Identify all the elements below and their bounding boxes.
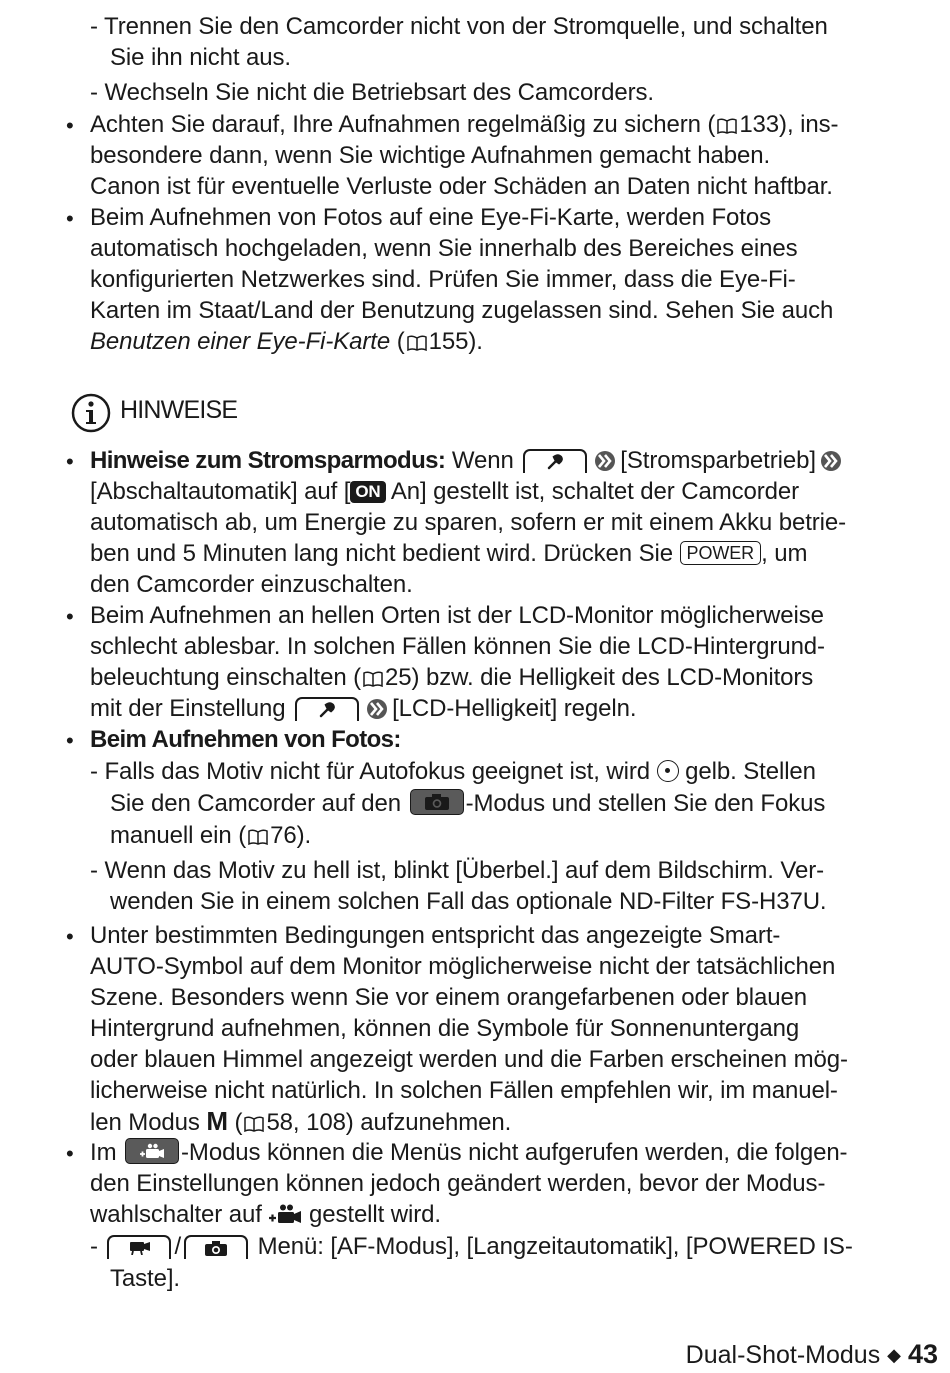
book-icon (363, 671, 383, 687)
setup-menu-tab (295, 697, 359, 721)
text-line (110, 820, 311, 851)
text-span: An] gestellt ist, schaltet der Camcorder (385, 478, 800, 505)
text-span: wahlschalter auf (90, 1201, 269, 1228)
text-span: len Modus (90, 1109, 207, 1136)
text-line: wenden Sie in einem solchen Fall das optionale ND-Filter FS-H37U. (110, 888, 827, 915)
text-span: gestellt wird. (302, 1201, 441, 1228)
menu-arrow-icon (364, 698, 390, 720)
movie-camera-icon (126, 1240, 152, 1255)
text-line (90, 662, 813, 693)
text-span: - (90, 1233, 105, 1260)
text-line (90, 476, 799, 507)
text-span: [Abschaltautomatik] auf [ (90, 478, 351, 505)
text-span: ( (390, 328, 405, 355)
book-icon (717, 118, 737, 134)
text-line: Canon ist für eventuelle Verluste oder Schäden an Daten nicht haftbar. (90, 173, 833, 200)
text-span: - Falls das Motiv nicht für Autofokus geeignet ist, wird (90, 758, 657, 785)
text-span: 155). (428, 328, 483, 355)
setup-menu-tab (523, 449, 587, 473)
smart-auto-camcorder-icon (268, 1202, 302, 1226)
power-key: POWER (680, 541, 762, 565)
notes-heading (70, 393, 238, 433)
text-line: Unter bestimmten Bedingungen entspricht das angezeigte Smart- (90, 922, 781, 949)
text-span: 25) bzw. die Helligkeit des LCD-Monitors (385, 664, 814, 691)
text-span: mit der Einstellung (90, 695, 293, 722)
text-span: 76). (270, 822, 312, 849)
separator-icon: ◆ (887, 1345, 901, 1365)
text-line: - Wenn das Motiv zu hell ist, blinkt [Überbel.] auf dem Bildschirm. Ver- (90, 857, 824, 884)
manual-mode-icon: M (206, 1106, 228, 1136)
text-line (90, 693, 636, 724)
text-span: , um (761, 540, 808, 567)
photo-menu-tab (184, 1235, 248, 1259)
bullet: • (66, 1141, 74, 1166)
text-line: AUTO-Symbol auf dem Monitor möglicherweise nicht der tatsächlichen (90, 953, 836, 980)
wrench-icon (318, 702, 336, 718)
book-icon (244, 1116, 264, 1132)
bullet: • (66, 924, 74, 949)
text-line: besondere dann, wenn Sie wichtige Aufnahmen gemacht haben. (90, 142, 771, 169)
text-span: Menü: [AF-Modus], [Langzeitautomatik], [POWERED IS- (251, 1233, 853, 1260)
menu-arrow-icon (818, 450, 844, 472)
text-line: - Trennen Sie den Camcorder nicht von der Stromquelle, und schalten (90, 13, 828, 40)
text-line (90, 1106, 511, 1138)
text-line: den Camcorder einzuschalten. (90, 571, 413, 598)
info-icon (70, 393, 112, 435)
text-line: licherweise nicht natürlich. In solchen Fällen empfehlen wir, im manuel- (90, 1077, 838, 1104)
note-title: Hinweise zum Stromsparmodus: (90, 447, 446, 474)
text-span: gelb. Stellen (678, 758, 816, 785)
book-icon (248, 829, 268, 845)
text-span: beleuchtung einschalten ( (90, 664, 362, 691)
text-line: oder blauen Himmel angezeigt werden und die Farben erscheinen mög- (90, 1046, 848, 1073)
notes-heading-label: HINWEISE (120, 396, 238, 424)
menu-arrow-icon (592, 450, 618, 472)
text-line (110, 788, 825, 819)
bullet: • (66, 113, 74, 138)
text-line: Taste]. (110, 1265, 180, 1292)
text-span: Achten Sie darauf, Ihre Aufnahmen regelmäßig zu sichern ( (90, 111, 716, 138)
text-line: automatisch hochgeladen, wenn Sie innerhalb des Bereiches eines (90, 235, 798, 262)
bullet: • (66, 206, 74, 231)
text-line (90, 326, 483, 357)
smart-auto-camcorder-icon (139, 1142, 165, 1160)
af-frame-icon (657, 760, 679, 782)
text-line: - Wechseln Sie nicht die Betriebsart des Camcorders. (90, 79, 654, 106)
text-span: ben und 5 Minuten lang nicht bedient wird. Drücken Sie (90, 540, 680, 567)
bullet: • (66, 728, 74, 753)
text-line (90, 756, 816, 787)
text-line: Karten im Staat/Land der Benutzung zugelassen sind. Sehen Sie auch (90, 297, 834, 324)
text-line (90, 538, 807, 569)
text-line: Hintergrund aufnehmen, können die Symbole für Sonnenuntergang (90, 1015, 800, 1042)
text-line: automatisch ab, um Energie zu sparen, sofern er mit einem Akku betrie- (90, 509, 847, 536)
text-span: [LCD-Helligkeit] regeln. (392, 695, 637, 722)
text-line: Sie ihn nicht aus. (110, 44, 291, 71)
note-title: Beim Aufnehmen von Fotos: (90, 726, 401, 753)
text-line: Szene. Besonders wenn Sie vor einem orangefarbenen oder blauen (90, 984, 807, 1011)
text-line: den Einstellungen können jedoch geändert werden, bevor der Modus- (90, 1170, 826, 1197)
text-line: Beim Aufnehmen an hellen Orten ist der LCD-Monitor möglicherweise (90, 602, 824, 629)
text-span: Im (90, 1139, 124, 1166)
page-number: 43 (907, 1339, 938, 1369)
text-line (90, 724, 401, 755)
text-line (90, 1231, 853, 1262)
text-span: manuell ein ( (110, 822, 247, 849)
text-line: konfigurierten Netzwerkes sind. Prüfen Sie immer, dass die Eye-Fi- (90, 266, 796, 293)
text-span: Wenn (445, 447, 521, 474)
text-span: [Stromsparbetrieb] (620, 447, 816, 474)
bullet: • (66, 449, 74, 474)
text-span: 58, 108) aufzunehmen. (266, 1109, 512, 1136)
cross-reference: Benutzen einer Eye-Fi-Karte (90, 328, 391, 355)
photo-mode-badge (410, 789, 464, 815)
text-line: schlecht ablesbar. In solchen Fällen können Sie die LCD-Hintergrund- (90, 633, 825, 660)
page-footer (686, 1339, 938, 1371)
wrench-icon (546, 454, 564, 470)
auto-mode-badge (125, 1138, 179, 1164)
text-span: -Modus und stellen Sie den Fokus (465, 790, 826, 817)
text-span: Sie den Camcorder auf den (110, 790, 408, 817)
camera-icon (204, 1240, 228, 1256)
text-span: ( (227, 1109, 243, 1136)
text-line (90, 1137, 847, 1168)
movie-menu-tab (107, 1235, 171, 1259)
text-span: / (174, 1233, 182, 1260)
bullet: • (66, 604, 74, 629)
text-line (90, 445, 846, 476)
section-name: Dual-Shot-Modus (685, 1341, 881, 1369)
on-badge: ON (350, 481, 385, 503)
camera-icon (424, 793, 450, 810)
text-span: -Modus können die Menüs nicht aufgerufen werden, die folgen- (181, 1139, 848, 1166)
text-line: Beim Aufnehmen von Fotos auf eine Eye-Fi-Karte, werden Fotos (90, 204, 772, 231)
text-span: 133), ins- (739, 111, 839, 138)
text-line (90, 1199, 441, 1230)
text-line (90, 109, 838, 140)
book-icon (407, 335, 427, 351)
